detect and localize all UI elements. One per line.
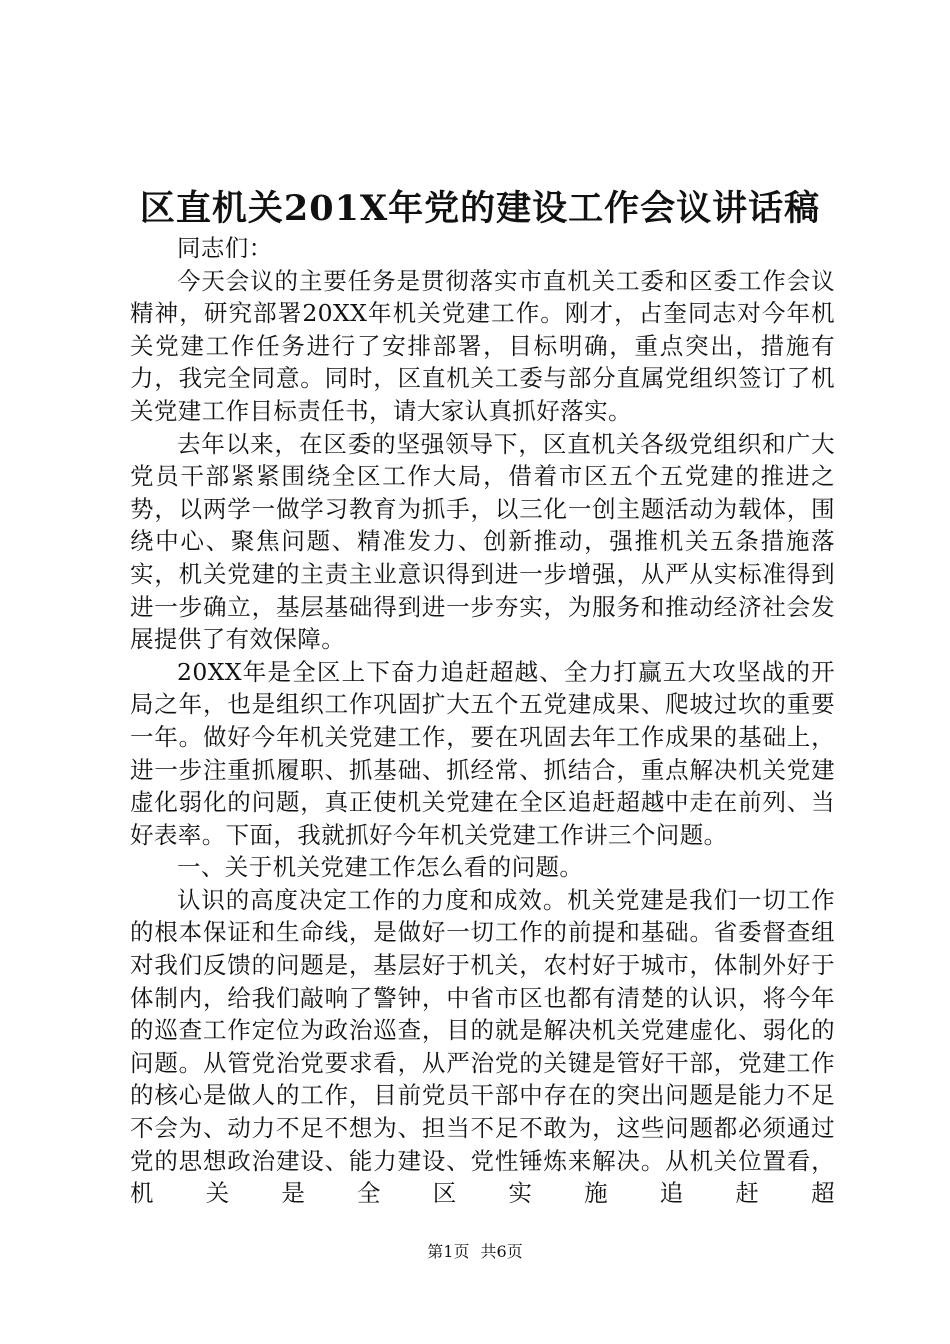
page-total: 共6页 [480,1242,523,1261]
body-paragraph: 去年以来，在区委的坚强领导下，区直机关各级党组织和广大党员干部紧紧围绕全区工作大局，借着市区五个五党建的推进之势，以两学一做学习教育为抓手，以三化一创主题活动为载体，围绕中心、聚焦问题、精准发力、创新推动，强推机关五条措施落实，机关党建的主责主业意识得到进一步增强，从严从实标准得到进一步确立，基层基础得到进一步夯实，为服务和推动经济社会发展提供了有效保障。 [130,429,835,654]
page-number: 第1页 [427,1242,470,1261]
salutation-paragraph: 同志们： [177,234,273,262]
document-title: 区直机关201X年党的建设工作会议讲话稿 [139,188,821,229]
body-paragraph: 今天会议的主要任务是贯彻落实市直机关工委和区委工作会议精神，研究部署20XX年机关党建工作。刚才，占奎同志对今年机关党建工作任务进行了安排部署，目标明确，重点突出，措施有力，我完全同意。同时，区直机关工委与部分直属党组织签订了机关党建工作目标责任书，请大家认真抓好落实。 [130,266,835,425]
page-footer [0,1241,950,1263]
document-body [130,232,835,1210]
body-paragraph: 20XX年是全区上下奋力追赶超越、全力打赢五大攻坚战的开局之年，也是组织工作巩固扩大五个五党建成果、爬坡过坎的重要一年。做好今年机关党建工作，要在巩固去年工作成果的基础上，进一步注重抓履职、抓基础、抓经常、抓结合，重点解决机关党建虚化弱化的问题，真正使机关党建在全区追赶超越中走在前列、当好表率。下面，我就抓好今年机关党建工作讲三个问题。 [130,657,835,849]
section-heading: 一、关于机关党建工作怎么看的问题。 [177,853,584,882]
body-paragraph: 认识的高度决定工作的力度和成效。机关党建是我们一切工作的根本保证和生命线，是做好一切工作的前提和基础。省委督查组对我们反馈的问题是，基层好于机关，农村好于城市，体制外好于体制内，给我们敲响了警钟，中省市区也都有清楚的认识，将今年的巡查工作定位为政治巡查，目的就是解决机关党建虚化、弱化的问题。从管党治党要求看，从严治党的关键是管好干部，党建工作的核心是做人的工作，目前党员干部中存在的突出问题是能力不足不会为、动力不足不想为、担当不足不敢为，这些问题都必须通过党的思想政治建设、能力建设、党性锤炼来解决。从机关位置看，机关是全区实施追赶超 [130,885,835,1208]
